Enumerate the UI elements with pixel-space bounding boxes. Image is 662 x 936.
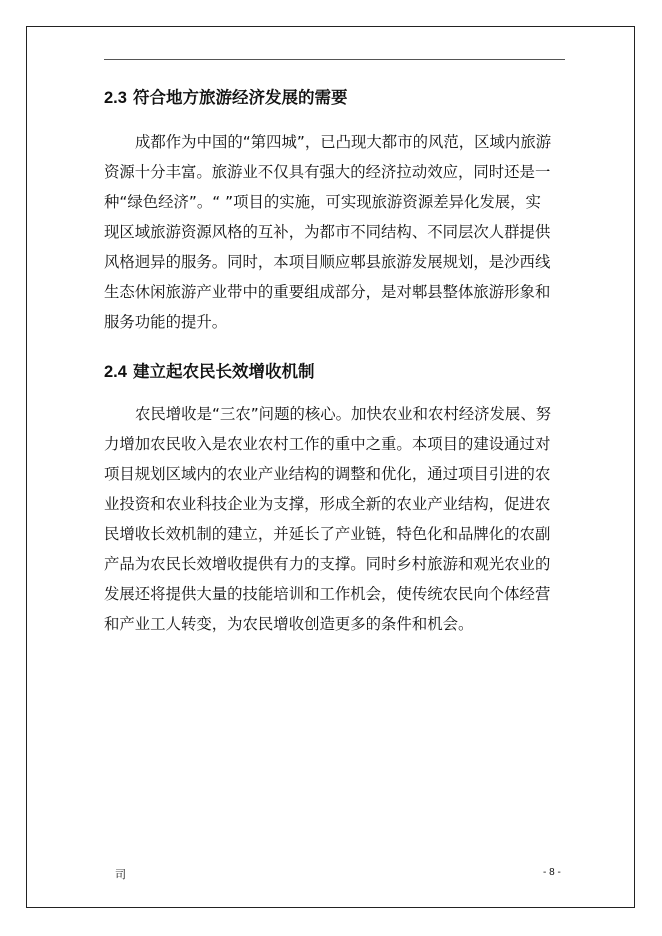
- footer-company-text: 司: [115, 868, 126, 881]
- paragraph-line: 种“绿色经济”。“ ”项目的实施，可实现旅游资源差异化发展，实: [104, 193, 541, 211]
- paragraph-line: 项目规划区域内的农业产业结构的调整和优化，通过项目引进的农: [104, 465, 551, 483]
- paragraph-tourism: [104, 127, 562, 337]
- paragraph-line: 产品为农民长效增收提供有力的支撑。同时乡村旅游和观光农业的: [104, 555, 551, 573]
- document-body: [104, 80, 562, 639]
- paragraph-line: 服务功能的提升。: [104, 313, 228, 331]
- paragraph-line: 风格迥异的服务。同时，本项目顺应郫县旅游发展规划，是沙西线: [104, 253, 551, 271]
- section-number: 2.3: [104, 89, 127, 107]
- paragraph-line: 成都作为中国的“第四城”，已凸现大都市的风范，区域内旅游: [135, 133, 552, 151]
- paragraph-line: 发展还将提供大量的技能培训和工作机会，使传统农民向个体经营: [104, 585, 551, 603]
- paragraph-line: 民增收长效机制的建立，并延长了产业链，特色化和品牌化的农副: [104, 525, 551, 543]
- paragraph-farmer-income: [104, 399, 562, 639]
- page-number: - 8 -: [543, 867, 561, 878]
- paragraph-line: 现区域旅游资源风格的互补，为都市不同结构、不同层次人群提供: [104, 223, 551, 241]
- paragraph-line: 生态休闲旅游产业带中的重要组成部分，是对郫县整体旅游形象和: [104, 283, 551, 301]
- header-rule: [104, 59, 565, 60]
- paragraph-line: 和产业工人转变，为农民增收创造更多的条件和机会。: [104, 615, 474, 633]
- paragraph-line: 业投资和农业科技企业为支撑，形成全新的农业产业结构，促进农: [104, 495, 551, 513]
- section-title: 建立起农民长效增收机制: [132, 362, 315, 381]
- section-heading-2-3: [104, 80, 562, 116]
- section-title: 符合地方旅游经济发展的需要: [132, 88, 348, 107]
- paragraph-line: 农民增收是“三农”问题的核心。加快农业和农村经济发展、努: [135, 405, 552, 423]
- paragraph-line: 力增加农民收入是农业农村工作的重中之重。本项目的建设通过对: [104, 435, 551, 453]
- paragraph-line: 资源十分丰富。旅游业不仅具有强大的经济拉动效应，同时还是一: [104, 163, 551, 181]
- section-heading-2-4: [104, 354, 562, 390]
- section-number: 2.4: [104, 363, 127, 381]
